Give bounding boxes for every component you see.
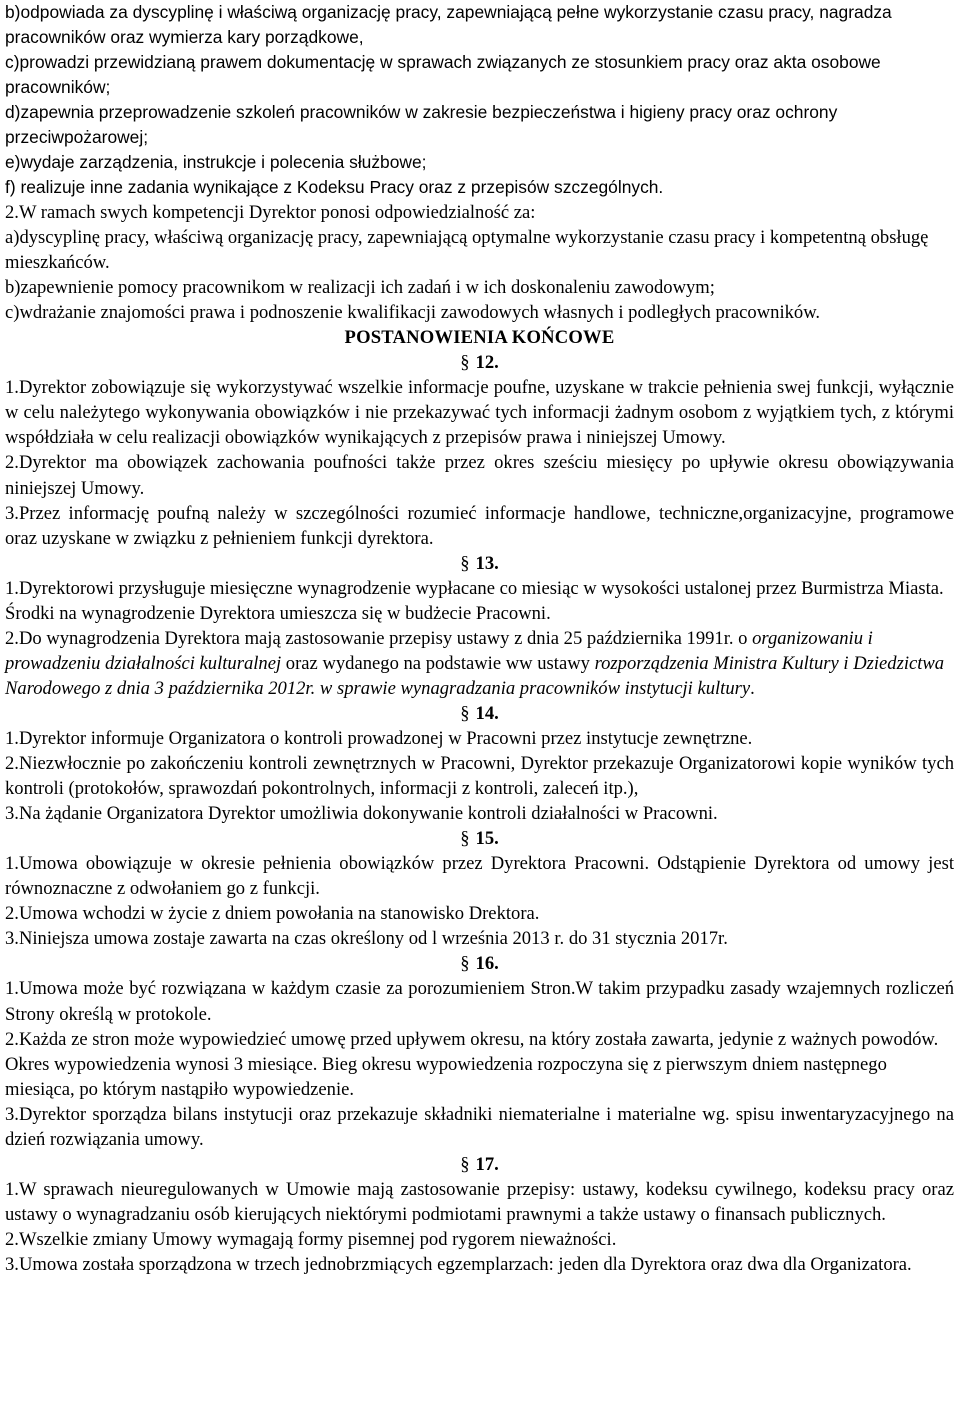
section-number: 13.	[475, 552, 499, 574]
s13-p2-italic-1: organizowaniu i prowadzeniu działalności kulturalnej	[5, 627, 873, 674]
section-symbol: §	[460, 1153, 470, 1175]
s13-p2-start: 2.Do wynagrodzenia Dyrektora mają zastosowanie przepisy ustawy z dnia 25 października 1991r. o	[5, 627, 753, 649]
duty-b: b)odpowiada za dyscyplinę i właściwą organizację pracy, zapewniającą pełne wykorzystanie czasu pracy, nagradza pracowników oraz wymierza kary porządkowe,	[5, 2, 892, 47]
section-15-para-3: 3.Niniejsza umowa zostaje zawarta na czas określony od l września 2013 r. do 31 stycznia 2017r.	[5, 928, 728, 950]
responsibility-c: c)wdrażanie znajomości prawa i podnoszenie kwalifikacji zawodowych własnych i podległych pracowników.	[5, 302, 821, 324]
section-symbol: §	[460, 552, 470, 574]
duty-e: e)wydaje zarządzenia, instrukcje i polecenia służbowe;	[5, 152, 427, 172]
responsibility-intro: 2.W ramach swych kompetencji Dyrektor ponosi odpowiedzialność za:	[5, 202, 536, 223]
duty-c: c)prowadzi przewidzianą prawem dokumentację w sprawach związanych ze stosunkiem pracy oraz akta osobowe pracowników;	[5, 52, 881, 97]
section-15-heading	[5, 826, 954, 851]
duty-f: f) realizuje inne zadania wynikające z Kodeksu Pracy oraz z przepisów szczególnych.	[5, 177, 664, 197]
section-number: 16.	[475, 953, 499, 975]
responsibility-a: a)dyscyplinę pracy, właściwą organizację pracy, zapewniającą optymalne wykorzystanie czasu pracy i kompetentną obsługę mieszkańców.	[5, 227, 929, 274]
section-symbol: §	[460, 702, 470, 724]
section-12-para-2: 2.Dyrektor ma obowiązek zachowania poufności także przez okres sześciu miesięcy po upływie okresu obowiązywania niniejszej Umowy.	[5, 452, 954, 499]
section-14-heading	[5, 701, 954, 726]
section-12-para-1: 1.Dyrektor zobowiązuje się wykorzystywać wszelkie informacje poufne, uzyskane w trakcie pełnienia swej funkcji, wyłącznie w celu należytego wykonywania obowiązków i nie przekazywać tych informacji żadnym osobom z wyjątkiem tych, z którymi współdziała w celu realizacji obowiązków wynikających z przepisów prawa i niniejszej Umowy.	[5, 377, 954, 449]
section-symbol: §	[460, 352, 470, 374]
s13-p2-italic-2: rozporządzenia Ministra Kultury i Dziedzictwa Narodowego z dnia 3 października 2012r. w sprawie wynagradzania pracowników instytucji kultury	[5, 652, 945, 699]
section-17-para-1: 1.W sprawach nieuregulowanych w Umowie mają zastosowanie przepisy: ustawy, kodeksu cywilnego, kodeksu pracy oraz ustawy o wynagradzaniu osób kierujących niektórymi podmiotami prawnymi a także ustawy o finansach publicznych.	[5, 1178, 954, 1225]
responsibility-section	[5, 200, 954, 325]
section-number: 12.	[475, 352, 499, 374]
section-number: 15.	[475, 828, 499, 850]
section-16-para-2: 2.Każda ze stron może wypowiedzieć umowę przed upływem okresu, na który została zawarta, jedynie z ważnych powodów. Okres wypowiedzenia wynosi 3 miesiące. Bieg okresu wypowiedzenia rozpoczyna się z pierwszym dniem następnego miesiąca, po którym nastąpiło wypowiedzenie.	[5, 1028, 939, 1100]
final-provisions-heading: POSTANOWIENIA KOŃCOWE	[344, 327, 615, 349]
section-symbol: §	[460, 828, 470, 850]
section-13-heading	[5, 551, 954, 576]
section-12-para-3: 3.Przez informację poufną należy w szczególności rozumieć informacje handlowe, techniczne,organizacyjne, programowe oraz uzyskane w związku z pełnieniem funkcji dyrektora.	[5, 502, 954, 549]
section-14-para-1: 1.Dyrektor informuje Organizatora o kontroli prowadzonej w Pracowni przez instytucje zewnętrzne.	[5, 727, 753, 749]
duties-list	[5, 0, 954, 200]
responsibility-b: b)zapewnienie pomocy pracownikom w realizacji ich zadań i w ich doskonaleniu zawodowym;	[5, 277, 715, 299]
s13-p2-mid: oraz wydanego na podstawie ww ustawy	[281, 652, 595, 674]
section-14-para-2: 2.Niezwłocznie po zakończeniu kontroli zewnętrznych w Pracowni, Dyrektor przekazuje Organizatorowi kopie wyników tych kontroli (protokołów, sprawozdań pokontrolnych, informacji z kontroli, zaleceń itp.),	[5, 753, 954, 800]
section-14-para-3: 3.Na żądanie Organizatora Dyrektor umożliwia dokonywanie kontroli działalności w Pracowni.	[5, 803, 718, 825]
section-17-heading	[5, 1152, 954, 1177]
s13-p2-end: .	[750, 677, 755, 699]
section-17-para-2: 2.Wszelkie zmiany Umowy wymagają formy pisemnej pod rygorem nieważności.	[5, 1228, 617, 1250]
section-15-para-2: 2.Umowa wchodzi w życie z dniem powołania na stanowisko Drektora.	[5, 903, 540, 925]
section-symbol: §	[460, 953, 470, 975]
section-16-heading	[5, 951, 954, 976]
section-17-para-3: 3.Umowa została sporządzona w trzech jednobrzmiących egzemplarzach: jeden dla Dyrektora oraz dwa dla Organizatora.	[5, 1253, 912, 1275]
section-number: 17.	[475, 1153, 499, 1175]
section-12-heading	[5, 350, 954, 375]
section-16-para-1: 1.Umowa może być rozwiązana w każdym czasie za porozumieniem Stron.W takim przypadku zasady wzajemnych rozliczeń Strony określą w protokole.	[5, 978, 954, 1025]
section-15-para-1: 1.Umowa obowiązuje w okresie pełnienia obowiązków przez Dyrektora Pracowni. Odstąpienie Dyrektora od umowy jest równoznaczne z odwołaniem go z funkcji.	[5, 853, 954, 900]
duty-d: d)zapewnia przeprowadzenie szkoleń pracowników w zakresie bezpieczeństwa i higieny pracy oraz ochrony przeciwpożarowej;	[5, 102, 838, 147]
section-13-para-1: 1.Dyrektorowi przysługuje miesięczne wynagrodzenie wypłacane co miesiąc w wysokości ustalonej przez Burmistrza Miasta. Środki na wynagrodzenie Dyrektora umieszcza się w budżecie Pracowni.	[5, 577, 944, 624]
section-number: 14.	[475, 702, 499, 724]
section-16-para-3: 3.Dyrektor sporządza bilans instytucji oraz przekazuje składniki niematerialne i materialne wg. spisu inwentaryzacyjnego na dzień rozwiązania umowy.	[5, 1103, 954, 1150]
section-13-para-2	[5, 626, 954, 701]
